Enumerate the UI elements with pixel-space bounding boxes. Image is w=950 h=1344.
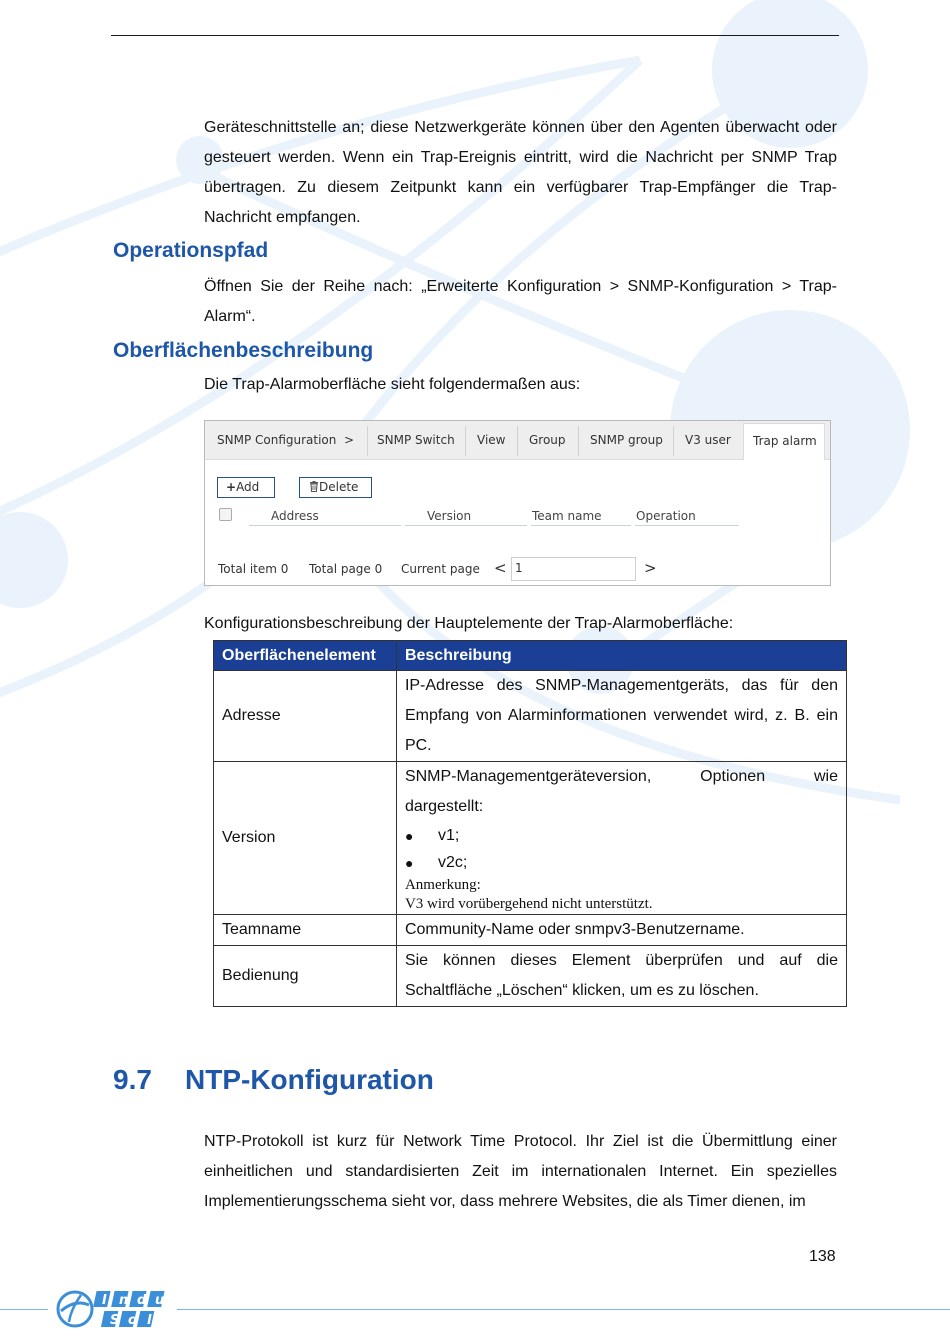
tab-divider (578, 426, 579, 456)
note-text: V3 wird vorübergehend nicht unterstützt. (404, 896, 653, 912)
tab-snmp-group[interactable]: SNMP group (590, 433, 663, 447)
heading-oberflaechenbeschreibung: Oberflächenbeschreibung (113, 339, 374, 362)
header-underline (635, 525, 739, 526)
logo-letter: l (147, 1313, 152, 1328)
footer-rule (0, 1309, 48, 1310)
intro-paragraph: Geräteschnittstelle an; diese Netzwerkgeräte können über den Agenten überwacht oder gesteuert werden. Wenn ein Trap-Ereignis eintritt, wird die Nachricht per SNMP Trap übertragen. Zu diesem Zeitpunkt kann ein verfügbarer Trap-Empfänger die Trap-Nachricht empfangen. (204, 119, 837, 226)
logo-letter: o (128, 1313, 137, 1328)
table-intro: Konfigurationsbeschreibung der Hauptelemente der Trap-Alarmoberfläche: (204, 615, 734, 632)
element-description-table (213, 640, 847, 1007)
tab-bar (205, 421, 830, 460)
trash-icon (309, 481, 319, 492)
tab-divider (367, 426, 368, 456)
breadcrumb-snmp-configuration[interactable]: SNMP Configuration (217, 433, 337, 447)
ntp-paragraph: NTP-Protokoll ist kurz für Network Time Protocol. Ihr Ziel ist die Übermittlung einer einheitlichen und standardisierten Zeit im internationalen Internet. Ein spezielles Implementierungsschema sieht vor, dass mehrere Websites, die als Timer dienen, im (204, 1133, 837, 1210)
add-button[interactable] (217, 477, 275, 498)
trap-alarm-screenshot (204, 420, 831, 586)
column-operation: Operation (636, 509, 696, 523)
tab-trap-alarm-label: Trap alarm (753, 434, 817, 448)
header-element: Oberflächenelement (214, 641, 397, 671)
tab-group[interactable]: Group (529, 433, 566, 447)
option-v1: v1; (437, 826, 460, 844)
tab-divider (465, 426, 466, 456)
note-title: Anmerkung: (404, 877, 481, 893)
total-page: Total page 0 (309, 562, 383, 576)
breadcrumb-separator: > (344, 433, 355, 447)
total-item: Total item 0 (218, 562, 289, 576)
section-heading-ntp (113, 1064, 434, 1096)
row-description-cell (396, 762, 846, 915)
header-underline (531, 525, 631, 526)
row-element: Teamname (214, 915, 397, 946)
next-page-button[interactable]: > (644, 559, 657, 577)
section-title: NTP-Konfiguration (185, 1064, 434, 1095)
bullet-icon: ● (404, 827, 414, 844)
logo-letter: I (102, 1293, 107, 1308)
table-row (214, 915, 847, 946)
list-item (405, 849, 838, 876)
column-version: Version (427, 509, 472, 523)
prev-page-button[interactable]: < (494, 559, 507, 577)
logo-letter: n (119, 1293, 129, 1308)
option-v2c: v2c; (437, 853, 468, 871)
logo-letter: d (137, 1293, 147, 1308)
logo-letter: u (155, 1293, 165, 1308)
footer-rule (177, 1309, 950, 1310)
column-address: Address (271, 509, 319, 523)
row-element: Version (214, 762, 397, 915)
tab-trap-alarm[interactable] (743, 423, 825, 460)
row-description: IP-Adresse des SNMP-Managementgeräts, das für den Empfang von Alarminformationen verwendet wird, z. B. ein PC. (396, 671, 846, 762)
select-all-checkbox[interactable] (219, 508, 232, 521)
header-rule (111, 35, 839, 36)
version-description-line1: SNMP-Managementgeräteversion, Optionen wie (404, 768, 838, 785)
globe-icon (58, 1292, 92, 1326)
row-element: Bedienung (214, 946, 397, 1007)
version-description: dargestellt: (404, 798, 484, 815)
heading-operationspfad: Operationspfad (113, 239, 269, 262)
current-page-label: Current page (401, 562, 480, 576)
section-number: 9.7 (113, 1064, 152, 1095)
row-description: Community-Name oder snmpv3-Benutzername. (396, 915, 846, 946)
column-team-name: Team name (532, 509, 602, 523)
plus-icon: + (226, 480, 237, 494)
row-element: Adresse (214, 671, 397, 762)
path-paragraph: Öffnen Sie der Reihe nach: „Erweiterte Konfiguration > SNMP-Konfiguration > Trap-Alarm“. (204, 278, 837, 325)
bullet-icon: ● (404, 854, 414, 871)
header-description: Beschreibung (396, 641, 846, 671)
page-number: 138 (809, 1248, 836, 1265)
ui-paragraph: Die Trap-Alarmoberfläche sieht folgendermaßen aus: (204, 376, 581, 393)
add-button-label: Add (236, 480, 260, 494)
delete-button[interactable] (299, 477, 372, 498)
current-page-input[interactable]: 1 (511, 557, 636, 581)
header-underline (405, 525, 527, 526)
table-header-row (214, 641, 847, 671)
list-item (405, 822, 838, 849)
delete-button-label: Delete (319, 480, 359, 494)
table-row (214, 671, 847, 762)
tab-view[interactable]: View (477, 433, 506, 447)
tab-divider (517, 426, 518, 456)
table-row (214, 946, 847, 1007)
logo-letter: S (110, 1313, 120, 1328)
row-description: Sie können dieses Element überprüfen und auf die Schaltfläche „Löschen“ klicken, um es zu löschen. (396, 946, 846, 1007)
tab-snmp-switch[interactable]: SNMP Switch (377, 433, 455, 447)
tab-divider (673, 426, 674, 456)
table-row (214, 762, 847, 915)
indusol-logo (55, 1289, 169, 1329)
tab-v3-user[interactable]: V3 user (685, 433, 731, 447)
header-underline (249, 525, 401, 526)
